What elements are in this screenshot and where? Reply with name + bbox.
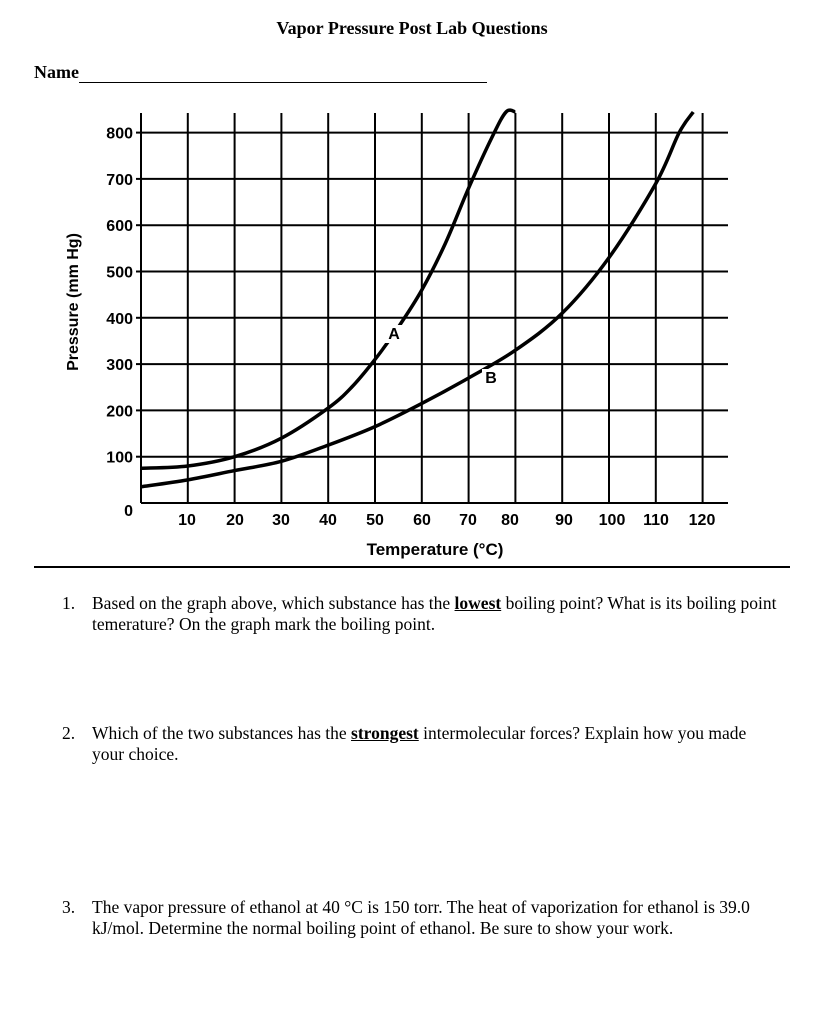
emphasis-word: lowest [454, 593, 502, 613]
emphasis-word: strongest [351, 723, 419, 743]
x-tick-label: 60 [413, 512, 431, 529]
question-text: Which of the two substances has the strongest intermolecular forces? Explain how you made your choice. [92, 723, 747, 764]
y-tick-label: 300 [106, 357, 133, 375]
section-divider [34, 566, 790, 568]
x-tick-label: 70 [459, 512, 477, 529]
chart-labels [65, 126, 715, 559]
y-tick-label: 800 [106, 125, 133, 143]
chart-grid [136, 113, 728, 503]
question-number: 1. [62, 593, 76, 613]
series-label-a: A [388, 326, 400, 343]
series-label-b: B [485, 370, 497, 387]
x-tick-label: 10 [178, 512, 196, 529]
x-tick-label: 50 [366, 512, 384, 529]
x-tick-label: 110 [643, 512, 669, 529]
y-tick-label: 600 [106, 218, 133, 236]
x-tick-label: 30 [272, 512, 290, 529]
y-tick-label: 200 [106, 403, 133, 421]
question-text: The vapor pressure of ethanol at 40 °C is 150 torr. The heat of vaporization for ethanol is 39.0 kJ/mol. Determine the normal boiling point of ethanol. Be sure to show your work. [92, 897, 750, 938]
x-tick-label: 80 [501, 512, 519, 529]
question-3 [62, 897, 782, 939]
chart-curves [141, 110, 693, 487]
question-number: 2. [62, 723, 76, 743]
x-tick-label: 90 [555, 512, 573, 529]
x-axis-label: Temperature (°C) [366, 540, 504, 559]
y-tick-label: 500 [106, 264, 133, 282]
question-1 [62, 593, 782, 635]
y-tick-label: 100 [106, 449, 133, 467]
x-tick-label: 40 [319, 512, 337, 529]
x-tick-label: 120 [688, 512, 716, 529]
question-2 [62, 723, 782, 765]
name-label: Name [34, 62, 79, 82]
question-text: Based on the graph above, which substance has the lowest boiling point? What is its boiling point temerature? On the graph mark the boiling point. [92, 593, 777, 634]
y-tick-label: 700 [106, 171, 133, 189]
x-tick-label: 100 [598, 512, 626, 529]
y-axis-label: Pressure (mm Hg) [65, 233, 82, 371]
y-tick-label: 0 [124, 503, 133, 520]
page-title: Vapor Pressure Post Lab Questions [276, 18, 548, 38]
y-tick-label: 400 [106, 310, 133, 328]
question-number: 3. [62, 897, 76, 917]
x-tick-label: 20 [226, 512, 244, 529]
